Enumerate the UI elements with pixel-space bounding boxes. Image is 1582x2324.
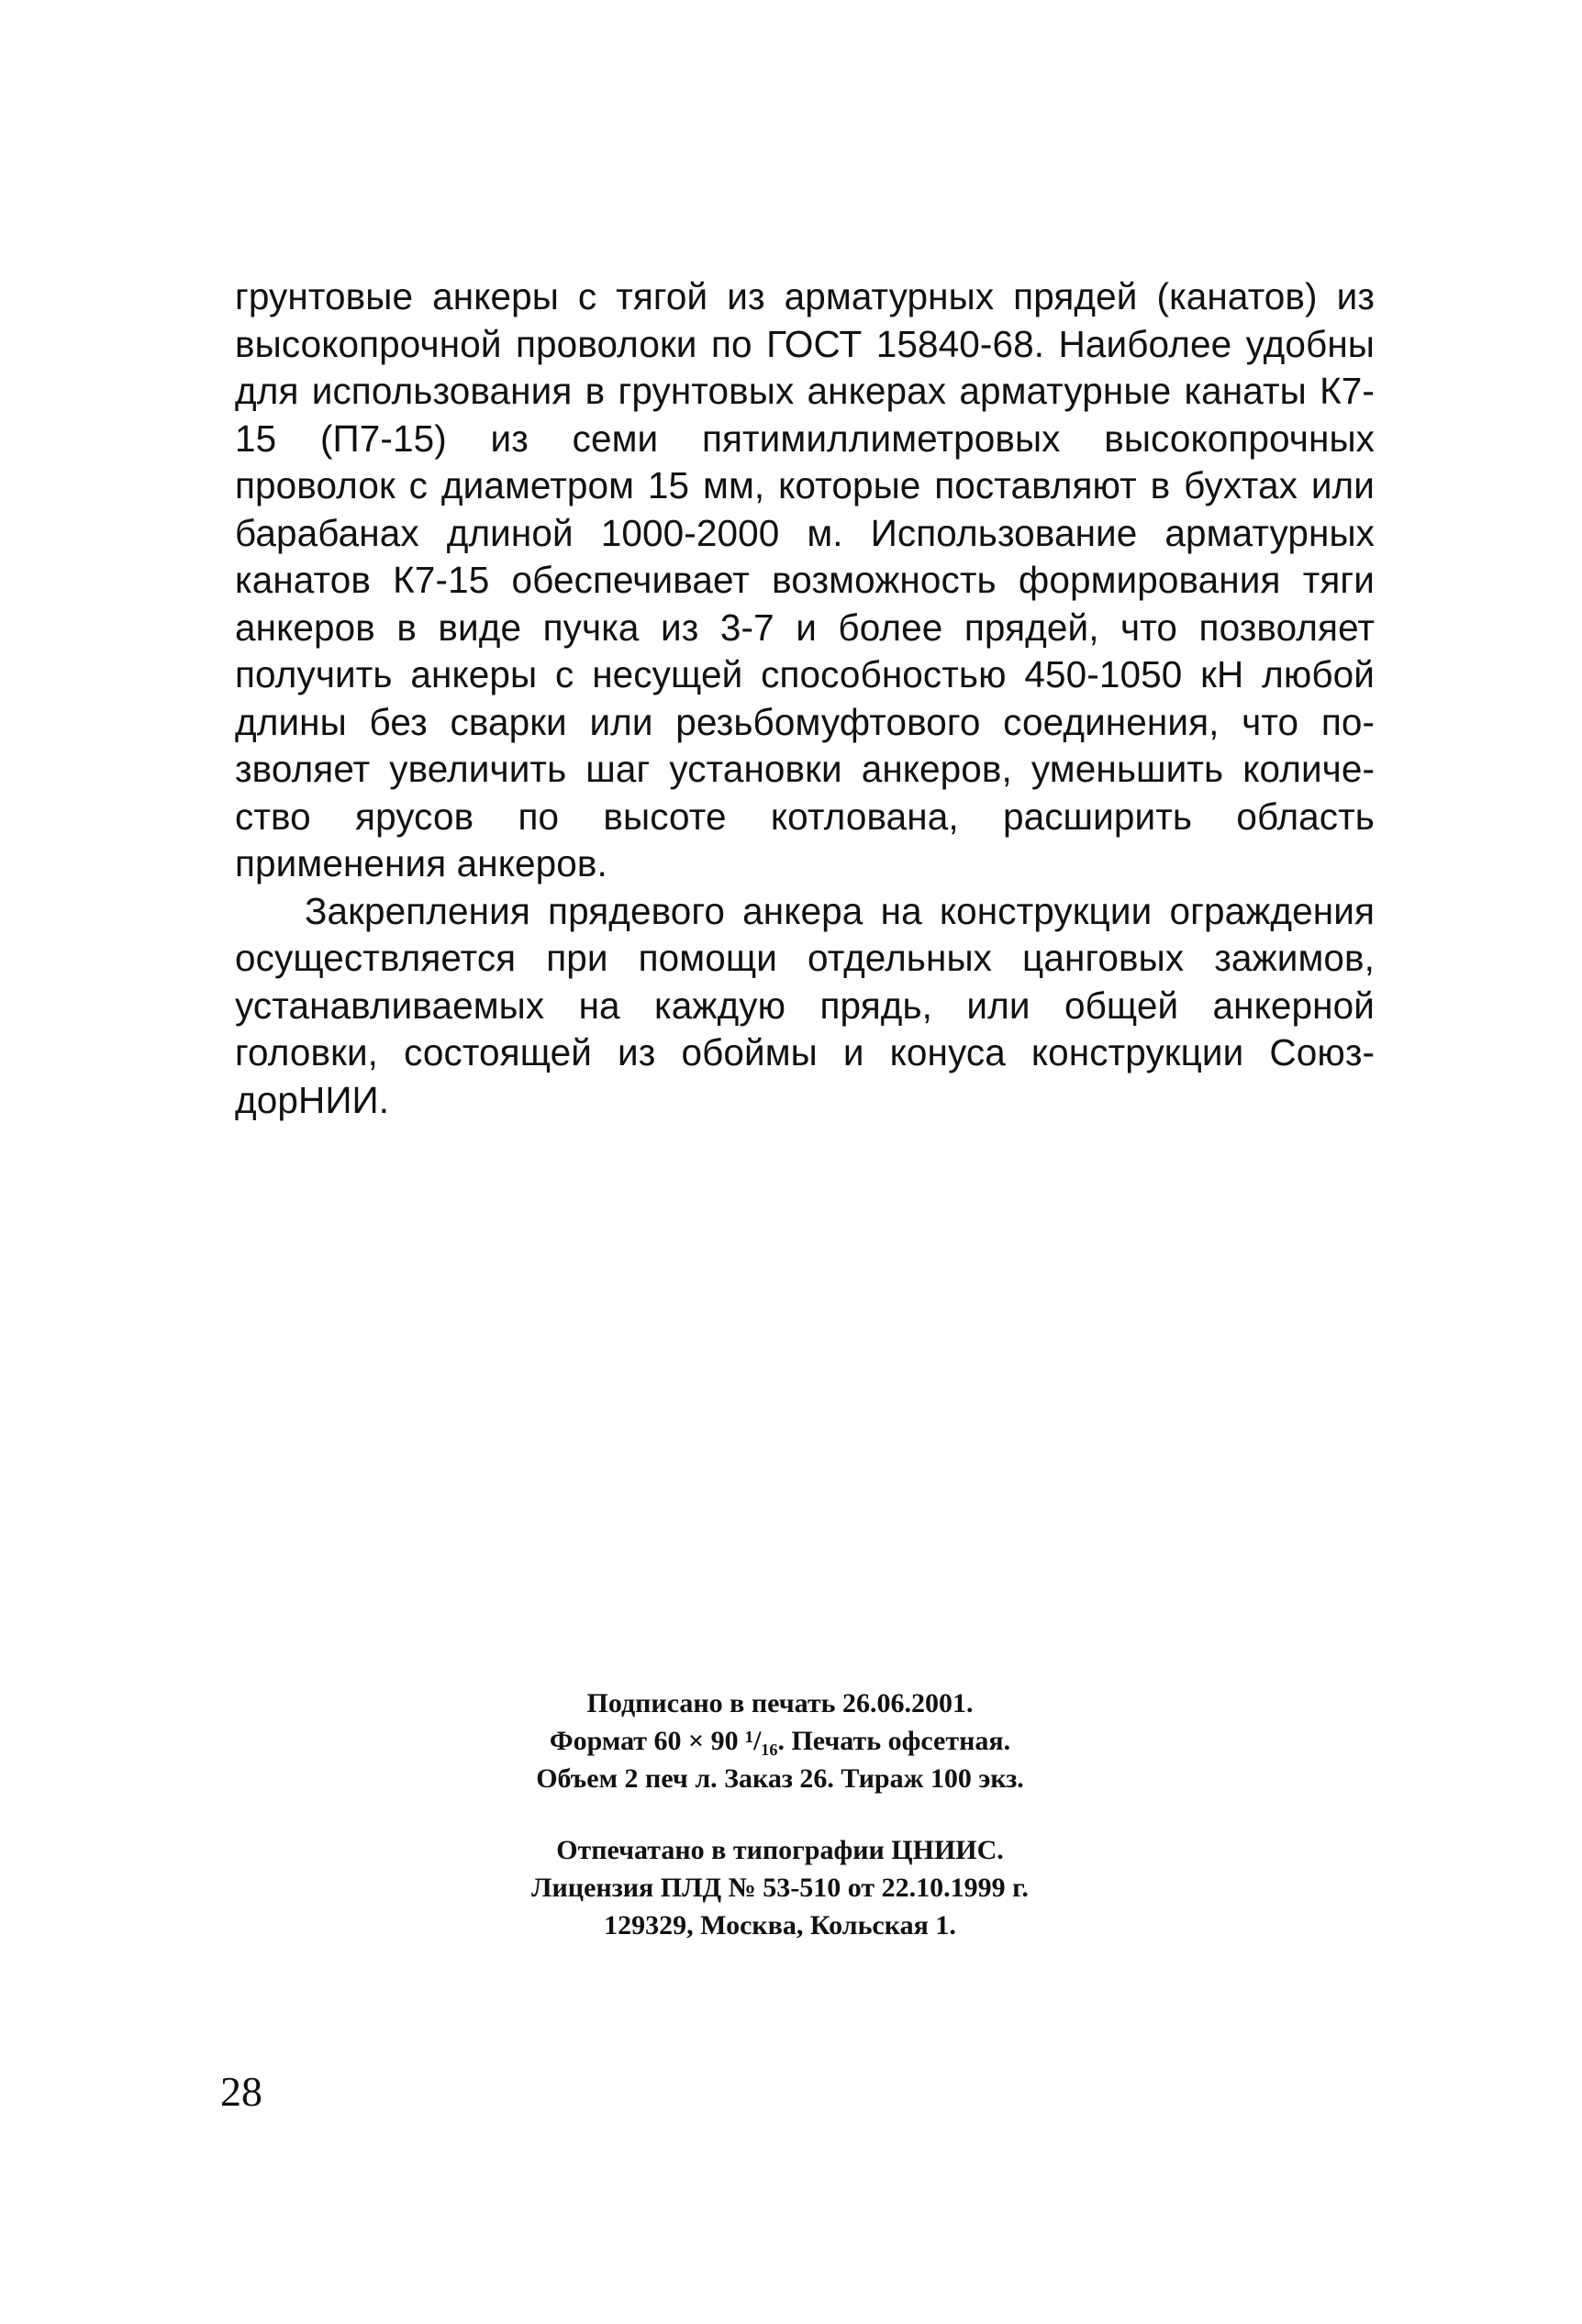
format-line: Формат 60 × 90 ¹/₁₆. Печать офсетная. [549,1726,1011,1756]
paragraph-anchor-fastening: Закрепления прядевого анкера на конструкции ограждения осуществляется при помощи отдельных цанговых зажимов, устанавливаемых на каждую прядь, или общей анкерной головки, состоящей из обоймы и конуса конструкции СоюздорНИИ. [235,889,1375,1121]
publication-imprint [422,1685,1138,1944]
printer-details [422,1831,1138,1944]
page-number: 28 [220,2068,262,2115]
print-details [422,1685,1138,1797]
main-text [235,273,1375,1124]
paragraph-ground-anchors: грунтовые анкеры с тягой из арматурных прядей (канатов) из высокопрочной проволоки по ГОСТ 15840-68. Наиболее удобны для использования в грунтовых анкерах арматурные канаты К7-15 (П7-15) из семи пятимиллиметровых высокопрочных проволок с диаметром 15 мм, которые поставляют в бухтах или барабанах длиной 1000-2000 м. Использование арматурных канатов К7-15 обеспечивает возможность формирования тяги анкеров в виде пучка из 3-7 и более прядей, что позволяет получить анкеры с несущей способностью 450-1050 кН любой длины без сварки или резьбомуфтового соединения, что позволяет увеличить шаг установки анкеров, уменьшить количество ярусов по высоте котлована, расширить область применения анкеров. [235,275,1375,884]
address-line: 129329, Москва, Кольская 1. [604,1910,956,1940]
signed-date-line: Подписано в печать 26.06.2001. [586,1688,974,1718]
volume-line: Объем 2 печ л. Заказ 26. Тираж 100 экз. [536,1763,1024,1794]
license-line: Лицензия ПЛД № 53-510 от 22.10.1999 г. [531,1873,1029,1903]
printer-line: Отпечатано в типографии ЦНИИС. [556,1835,1004,1865]
